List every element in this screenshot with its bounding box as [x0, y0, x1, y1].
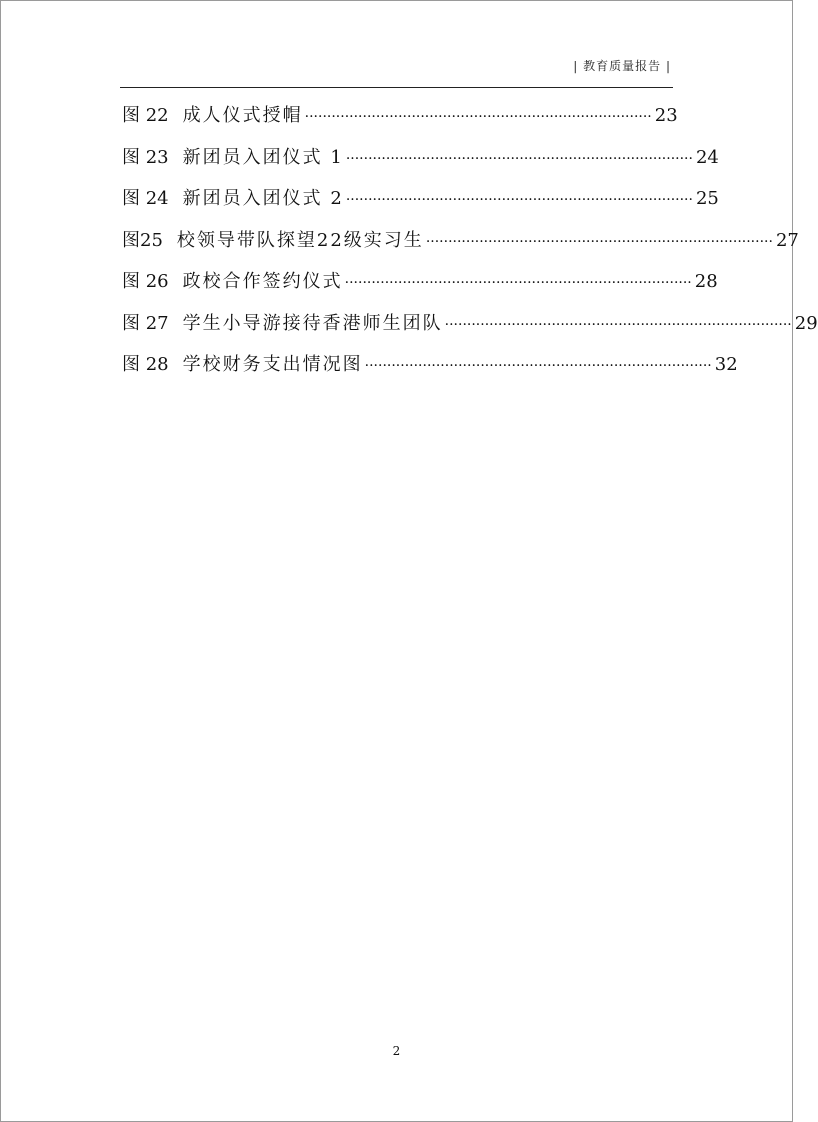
toc-entry[interactable]: [122, 226, 799, 268]
figure-title: 学生小导游接待香港师生团队: [182, 312, 443, 334]
figure-title: 政校合作签约仪式: [182, 271, 343, 292]
page-number: 2: [392, 1044, 401, 1058]
figure-number: 图25: [122, 229, 163, 251]
running-header: | 教育质量报告 |: [573, 59, 671, 73]
figure-title: 成人仪式授帽: [182, 105, 303, 126]
figure-number: 图 23: [122, 146, 169, 168]
toc-entry[interactable]: [122, 309, 818, 351]
dot-leader: ··············································································: [345, 192, 693, 208]
dot-leader: ··············································································: [344, 275, 692, 291]
toc-entry[interactable]: [122, 267, 718, 309]
figure-list: [122, 101, 818, 392]
page-ref: 28: [694, 271, 718, 292]
figure-title: 学校财务支出情况图: [182, 354, 363, 375]
page-ref: 23: [654, 105, 678, 126]
header-rule: [120, 87, 673, 88]
page-ref: 25: [695, 188, 719, 209]
dot-leader: ··············································································: [364, 358, 712, 374]
figure-number: 图 26: [122, 271, 169, 292]
figure-number: 图 24: [122, 188, 169, 209]
dot-leader: ··············································································: [444, 316, 792, 333]
toc-entry[interactable]: [122, 350, 738, 392]
dot-leader: ··············································································: [345, 150, 693, 167]
toc-entry[interactable]: [122, 143, 719, 185]
page-ref: 24: [695, 146, 719, 168]
toc-entry[interactable]: [122, 184, 719, 226]
figure-title: 新团员入团仪式 1: [182, 146, 344, 168]
toc-entry[interactable]: [122, 101, 678, 143]
figure-number: 图 28: [122, 354, 169, 375]
page-ref: 27: [775, 229, 799, 251]
page-ref: 29: [794, 312, 818, 334]
page-ref: 32: [714, 354, 738, 375]
figure-number: 图 22: [122, 105, 169, 126]
figure-title: 新团员入团仪式 2: [182, 188, 344, 209]
dot-leader: ··············································································: [304, 109, 652, 125]
figure-number: 图 27: [122, 312, 169, 334]
figure-title: 校领导带队探望22级实习生: [176, 229, 424, 251]
dot-leader: ··············································································: [425, 233, 773, 250]
